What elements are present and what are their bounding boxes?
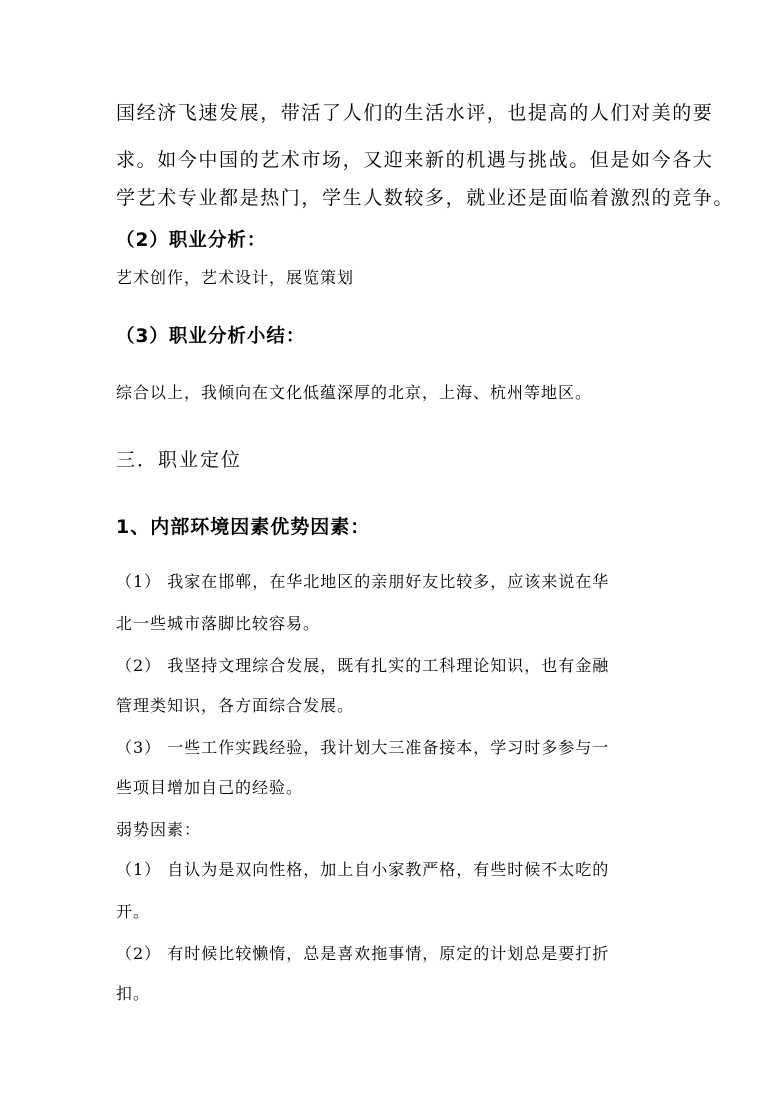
list-item: （1） 自认为是双向性格，加上自小家教严格，有些时候不太吃的 [116,860,610,879]
list-item-continuation: 些项目增加自己的经验。 [116,778,304,797]
section-body: 艺术创作，艺术设计，展览策划 [116,268,355,287]
section-heading: （2）职业分析： [116,230,267,251]
list-item: （3） 一些工作实践经验，我计划大三准备接本，学习时多参与一 [116,738,610,757]
section-body: 综合以上，我倾向在文化低蕴深厚的北京，上海、杭州等地区。 [116,383,593,402]
paragraph-line: 学艺术专业都是热门，学生人数较多，就业还是面临着激烈的竞争。 [116,187,735,209]
list-item-continuation: 北一些城市落脚比较容易。 [116,614,321,633]
subsection-heading: 1、内部环境因素优势因素： [116,516,371,538]
paragraph-line: 国经济飞速发展，带活了人们的生活水评，也提高的人们对美的要 [116,102,714,124]
list-item: （1） 我家在邯郸，在华北地区的亲朋好友比较多，应该来说在华 [116,572,610,591]
chapter-title: 三．职业定位 [116,449,243,471]
list-item-continuation: 开。 [116,902,151,921]
list-item: （2） 我坚持文理综合发展，既有扎实的工科理论知识，也有金融 [116,656,610,675]
section-heading: （3）职业分析小结： [116,326,306,347]
list-item: （2） 有时候比较懒惰，总是喜欢拖事情，原定的计划总是要打折 [116,944,610,963]
paragraph-line: 求。如今中国的艺术市场，又迎来新的机遇与挑战。但是如今各大 [116,149,714,171]
list-item-continuation: 管理类知识，各方面综合发展。 [116,696,355,715]
weak-heading: 弱势因素： [116,820,202,839]
list-item-continuation: 扣。 [116,984,151,1003]
